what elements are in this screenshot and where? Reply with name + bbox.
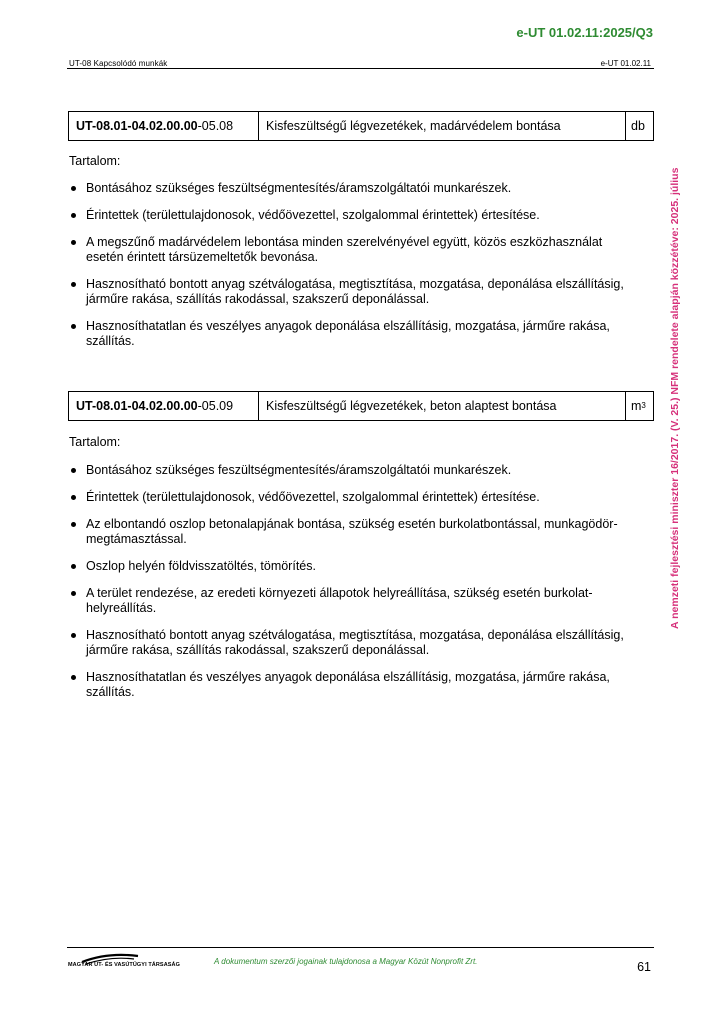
item-code-cell <box>69 392 259 420</box>
item-header-table <box>68 391 654 421</box>
item-code-suffix: -05.08 <box>197 119 234 133</box>
list-item: Hasznosítható bontott anyag szétválogatása, megtisztítása, mozgatása, deponálása elszállításig, járműre rakása, szállítás rakodással, szakszerű deponálással. <box>69 628 629 658</box>
list-item: Hasznosíthatatlan és veszélyes anyagok deponálása elszállításig, mozgatása, járműre rakása, szállítás. <box>69 319 629 349</box>
header-chapter-title: UT-08 Kapcsolódó munkák <box>69 59 168 68</box>
bullet-icon <box>71 468 76 473</box>
bullet-icon <box>71 564 76 569</box>
header-doc-id: e-UT 01.02.11 <box>600 59 651 68</box>
list-item: Bontásához szükséges feszültségmentesítés/áramszolgáltatói munkarészek. <box>69 463 629 478</box>
footer-divider <box>67 947 654 948</box>
list-item: A megszűnő madárvédelem lebontása minden szerelvényével együtt, közös eszközhasználat esetén érintett társüzemeltetők bevonása. <box>69 235 629 265</box>
bullet-icon <box>71 213 76 218</box>
item-code-cell <box>69 112 259 140</box>
list-item: Hasznosíthatatlan és veszélyes anyagok deponálása elszállításig, mozgatása, járműre rakása, szállítás. <box>69 670 629 700</box>
bullet-icon <box>71 633 76 638</box>
item-title: Kisfeszültségű légvezetékek, beton alaptest bontása <box>259 392 626 420</box>
list-item: A terület rendezése, az eredeti környezeti állapotok helyreállítása, szükség esetén burkolat-helyreállítás. <box>69 586 629 616</box>
item-code-suffix: -05.09 <box>197 399 234 413</box>
list-item: Az elbontandó oszlop betonalapjának bontása, szükség esetén burkolatbontással, munkagödör-megtámasztással. <box>69 517 629 547</box>
item-unit: m $^3$ <box>631 399 646 413</box>
bullet-icon <box>71 324 76 329</box>
bullet-icon <box>71 495 76 500</box>
list-item: Bontásához szükséges feszültségmentesítés/áramszolgáltatói munkarészek. <box>69 181 629 196</box>
copyright-notice: A dokumentum szerzői jogainak tulajdonosa a Magyar Közút Nonprofit Zrt. <box>214 957 478 966</box>
logo-text: MAGYAR ÚT- ÉS VASÚTÜGYI TÁRSASÁG <box>68 962 180 968</box>
item-code-bold: UT-08.01-04.02.00.00 <box>76 119 198 133</box>
publication-note: A nemzeti fejlesztési miniszter 16/2017. (V. 25.) NFM rendelete alapján közzétéve: 2025. július <box>669 167 681 629</box>
organization-logo <box>68 950 168 972</box>
list-item: Érintettek (területtulajdonosok, védőövezettel, szolgalommal érintettek) értesítése. <box>69 208 629 223</box>
item-code-bold: UT-08.01-04.02.00.00 <box>76 399 198 413</box>
list-item: Hasznosítható bontott anyag szétválogatása, megtisztítása, mozgatása, deponálása elszállításig, járműre rakása, szállítás rakodással, szakszerű deponálással. <box>69 277 629 307</box>
item-header-table <box>68 111 654 141</box>
content-list <box>69 463 629 712</box>
content-list <box>69 181 629 361</box>
content-label: Tartalom: <box>69 154 121 168</box>
header-divider <box>67 68 654 69</box>
bullet-icon <box>71 240 76 245</box>
bullet-icon <box>71 282 76 287</box>
item-unit: db <box>631 119 645 133</box>
bullet-icon <box>71 522 76 527</box>
list-item: Érintettek (területtulajdonosok, védőövezettel, szolgalommal érintettek) értesítése. <box>69 490 629 505</box>
bullet-icon <box>71 675 76 680</box>
content-label: Tartalom: <box>69 435 121 449</box>
document-code: e-UT 01.02.11:2025/Q3 <box>516 25 653 40</box>
list-item: Oszlop helyén földvisszatöltés, tömörítés. <box>69 559 629 574</box>
bullet-icon <box>71 591 76 596</box>
bullet-icon <box>71 186 76 191</box>
item-title: Kisfeszültségű légvezetékek, madárvédelem bontása <box>259 112 626 140</box>
page-number: 61 <box>637 960 651 974</box>
